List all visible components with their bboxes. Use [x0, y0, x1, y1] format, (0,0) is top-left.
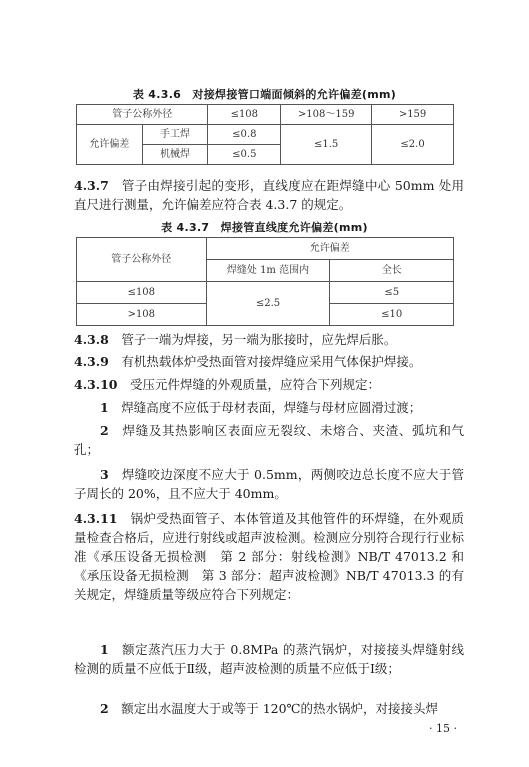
clause-text: 锅炉受热面管子、本体管道及其他管件的环焊缝，在外观质量检查合格后，应进行射线或超声波检测。检测应分别符合现行行业标准《承压设备无损检测 第 2 部分：射线检测》NB/T 47013.2 和《承压设备无损检测 第 3 部分：超声波检测》NB/T 47013.3 的有关规定，焊缝质量等级应符合下列规定： — [74, 511, 464, 602]
paragraph-4-3-11 — [74, 509, 464, 604]
clause-text: 管子由焊接引起的变形，直线度应在距焊缝中心 50mm 处用直尺进行测量，允许偏差应符合表 4.3.7 的规定。 — [74, 178, 464, 212]
item-text: 焊缝咬边深度不应大于 0.5mm，两侧咬边总长度不应大于管子周长的 20%，且不应大于 40mm。 — [74, 467, 464, 501]
item-4-3-11-2 — [74, 699, 464, 718]
table-4-3-7 — [76, 237, 454, 326]
table-header-cell: 管子公称外径 — [77, 238, 207, 282]
clause-text: 受压元件焊缝的外观质量，应符合下列规定： — [130, 377, 381, 392]
table-row-label: ≤108 — [77, 282, 207, 304]
page-number: · 15 · — [429, 722, 457, 735]
item-number: 1 — [100, 400, 109, 415]
item-4-3-11-1 — [74, 640, 464, 678]
clause-number: 4.3.11 — [74, 511, 118, 526]
table-sub-label: 手工焊 — [142, 125, 208, 145]
table-cell: ≤2.5 — [206, 282, 330, 326]
table-header-cell: ≤108 — [208, 105, 281, 125]
table-cell: ≤0.8 — [208, 125, 281, 145]
table-cell: ≤10 — [330, 304, 454, 326]
table-cell: ≤2.0 — [372, 125, 454, 165]
table-header-cell: 允许偏差 — [206, 238, 453, 260]
table-cell: ≤1.5 — [281, 125, 372, 165]
item-text: 焊缝及其热影响区表面应无裂纹、未熔合、夹渣、弧坑和气孔； — [74, 423, 464, 457]
clause-number: 4.3.7 — [74, 178, 109, 193]
item-4-3-10-1 — [74, 398, 464, 417]
item-text: 额定蒸汽压力大于 0.8MPa 的蒸汽锅炉，对接接头焊缝射线检测的质量不应低于Ⅱ级，超声波检测的质量不应低于Ⅰ级； — [74, 642, 464, 676]
item-number: 2 — [100, 423, 109, 438]
item-number: 2 — [100, 701, 109, 716]
item-text: 额定出水温度大于或等于 120℃的热水锅炉，对接接头焊 — [121, 701, 439, 716]
table-header-cell: >108～159 — [281, 105, 372, 125]
table-4-3-7-caption: 表 4.3.7 焊接管直线度允许偏差(mm) — [161, 221, 368, 234]
table-row-label: >108 — [77, 304, 207, 326]
table-row-label: 允许偏差 — [77, 125, 143, 165]
table-header-cell: 全长 — [330, 260, 454, 282]
table-cell: ≤5 — [330, 282, 454, 304]
table-cell: ≤0.5 — [208, 145, 281, 165]
paragraph-4-3-9 — [74, 352, 464, 371]
clause-number: 4.3.10 — [74, 377, 118, 392]
paragraph-4-3-7 — [74, 176, 464, 214]
item-number: 3 — [100, 467, 109, 482]
table-header-cell: 焊缝处 1m 范围内 — [206, 260, 330, 282]
clause-number: 4.3.9 — [74, 354, 109, 369]
table-header-cell: 管子公称外径 — [77, 105, 208, 125]
item-4-3-10-3 — [74, 465, 464, 503]
paragraph-4-3-8 — [74, 330, 464, 349]
table-header-cell: >159 — [372, 105, 454, 125]
clause-text: 有机热载体炉受热面管对接焊缝应采用气体保护焊接。 — [121, 354, 422, 369]
item-text: 焊缝高度不应低于母材表面，焊缝与母材应圆滑过渡； — [121, 400, 422, 415]
table-4-3-6-caption: 表 4.3.6 对接焊接管口端面倾斜的允许偏差(mm) — [132, 88, 397, 101]
item-4-3-10-2 — [74, 421, 464, 459]
clause-text: 管子一端为焊接，另一端为胀接时，应先焊后胀。 — [121, 332, 397, 347]
paragraph-4-3-10 — [74, 375, 464, 394]
table-sub-label: 机械焊 — [142, 145, 208, 165]
item-number: 1 — [100, 642, 109, 657]
table-4-3-6 — [76, 104, 454, 165]
clause-number: 4.3.8 — [74, 332, 109, 347]
